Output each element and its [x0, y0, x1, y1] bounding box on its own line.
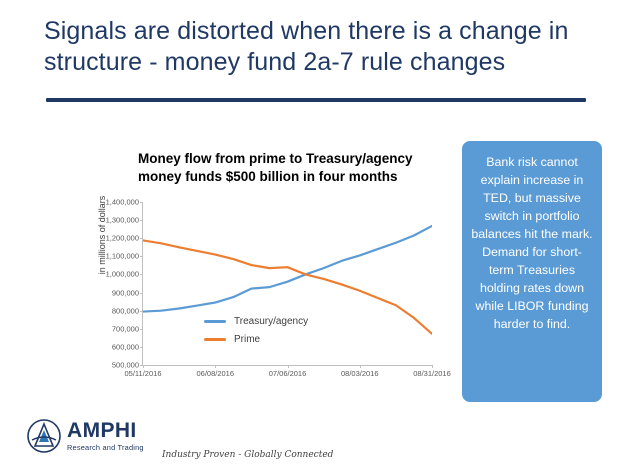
chart-y-tick-mark [140, 329, 143, 330]
legend-item-prime [204, 334, 308, 345]
chart-x-tick-mark [215, 365, 216, 368]
chart-y-tick-mark [140, 202, 143, 203]
chart-y-tick-label: 1,300,000 [105, 215, 139, 225]
chart-y-tick-label: 600,000 [111, 342, 139, 352]
chart-y-tick-label: 1,200,000 [105, 233, 139, 243]
chart-y-tick-label: 500,000 [111, 360, 139, 370]
chart-x-tick-label: 08/31/2016 [413, 369, 451, 378]
amphi-logo-text [67, 420, 144, 451]
title-divider [46, 98, 586, 102]
chart-x-tick-label: 06/08/2016 [196, 369, 235, 378]
chart-y-tick-mark [140, 311, 143, 312]
chart-x-tick-label: 07/06/2016 [268, 369, 307, 378]
chart-y-tick-label: 1,100,000 [105, 251, 139, 261]
chart-y-axis-label: in millions of dollars [97, 195, 107, 275]
footer-tagline: Industry Proven - Globally Connected [162, 450, 334, 460]
commentary-callout: Bank risk cannot explain increase in TED, but massive switch in portfolio balances hit the mark. Demand for short-term Treasuries holding rates down while LIBOR funding harder to find. [462, 141, 602, 402]
chart-y-tick-mark [140, 293, 143, 294]
chart-y-tick-mark [140, 238, 143, 239]
page-title: Signals are distorted when there is a change in structure - money fund 2a-7 rule changes [44, 17, 569, 76]
chart-y-tick-label: 1,000,000 [105, 269, 139, 279]
chart-x-tick-label: 08/03/2016 [340, 369, 379, 378]
chart-y-tick-mark [140, 256, 143, 257]
chart-y-tick-label: 900,000 [111, 288, 139, 298]
legend-item-treasury [204, 316, 308, 327]
chart-x-tick-mark [360, 365, 361, 368]
chart-panel [76, 144, 451, 394]
legend-swatch-prime [204, 338, 226, 341]
legend-label-treasury: Treasury/agency [234, 316, 309, 327]
chart-x-tick-mark [143, 365, 144, 368]
amphi-logo [26, 418, 144, 454]
chart-x-tick-mark [432, 365, 433, 368]
amphi-logo-icon [26, 418, 62, 454]
chart-y-tick-label: 700,000 [111, 324, 139, 334]
amphi-logo-subtitle: Research and Trading [67, 443, 144, 453]
chart-x-tick-label: 05/11/2016 [124, 369, 162, 378]
chart-legend [204, 316, 308, 352]
chart-title: Money flow from prime to Treasury/agency money funds $500 billion in four months [138, 151, 413, 184]
chart-y-tick-mark [140, 347, 143, 348]
chart-line-series [143, 226, 432, 312]
amphi-logo-name: AMPHI [67, 419, 137, 443]
legend-label-prime: Prime [234, 334, 261, 345]
chart-y-tick-mark [140, 220, 143, 221]
chart-y-tick-label: 800,000 [111, 306, 139, 316]
chart-y-tick-mark [140, 274, 143, 275]
chart-y-tick-label: 1,400,000 [105, 197, 139, 207]
legend-swatch-treasury [204, 320, 226, 323]
chart-x-tick-mark [288, 365, 289, 368]
